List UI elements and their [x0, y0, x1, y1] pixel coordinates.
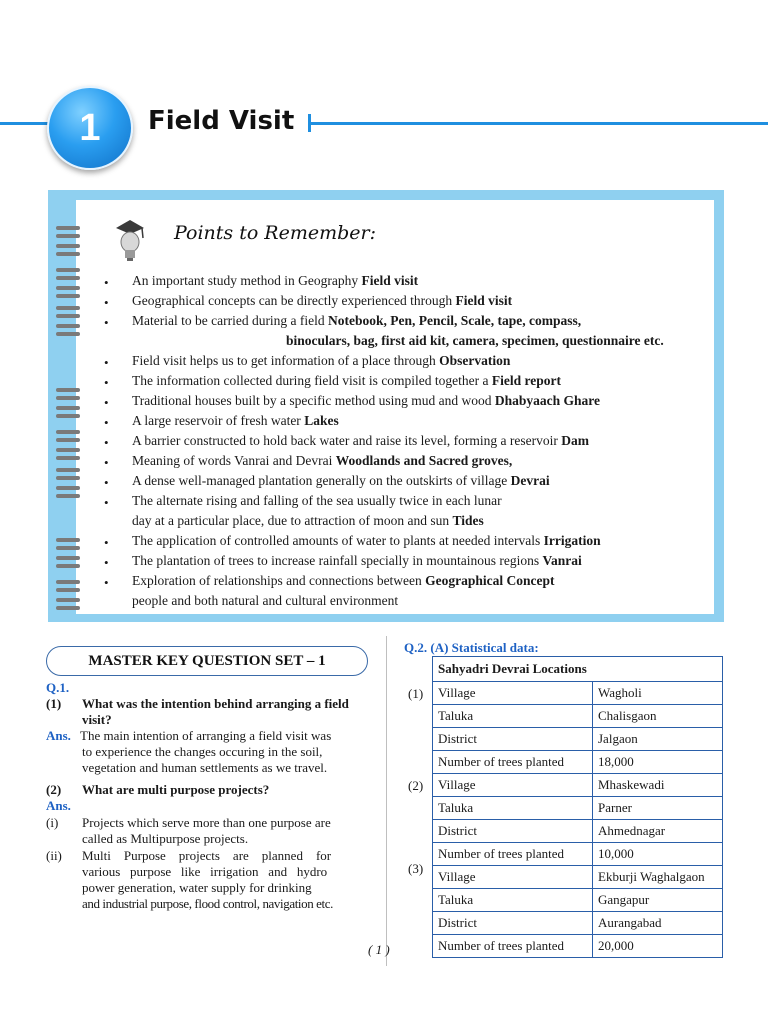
point-item: The plantation of trees to increase rainfall specially in mountainous regions Vanrai: [132, 553, 582, 568]
row-key: District: [433, 912, 593, 935]
point-item-continuation: day at a particular place, due to attraction of moon and sun Tides: [132, 513, 484, 528]
row-value: 20,000: [593, 935, 723, 958]
ans2-i-line: called as Multipurpose projects.: [82, 831, 249, 846]
point-item: The application of controlled amounts of water to plants at needed intervals Irrigation: [132, 533, 601, 548]
ans2-ii-line: and industrial purpose, flood control, navigation etc.: [82, 896, 333, 911]
spiral-ring-icon: [56, 226, 84, 240]
row-value: Mhaskewadi: [593, 774, 723, 797]
table-row: [433, 774, 723, 797]
q1-1-number: (1): [46, 696, 62, 711]
point-item-continuation: people and both natural and cultural environment: [132, 593, 399, 608]
lightbulb-icon: [112, 214, 148, 264]
q1-2-number: (2): [46, 782, 62, 797]
spiral-ring-icon: [56, 448, 84, 462]
ans2-ii-number: (ii): [46, 848, 62, 863]
column-divider: [386, 636, 387, 966]
table-row: [433, 797, 723, 820]
bullet-icon: •: [104, 355, 109, 370]
table-row: [433, 751, 723, 774]
row-value: Gangapur: [593, 889, 723, 912]
chapter-number: 1: [79, 106, 101, 149]
row-value: Ekburji Waghalgaon: [593, 866, 723, 889]
row-value: 18,000: [593, 751, 723, 774]
group-number: (2): [408, 778, 424, 793]
devrai-table: [432, 656, 723, 958]
row-key: District: [433, 820, 593, 843]
table-row: [433, 728, 723, 751]
point-item-continuation: binoculars, bag, first aid kit, camera, specimen, questionnaire etc.: [286, 333, 664, 348]
bullet-icon: •: [104, 275, 109, 290]
point-item: An important study method in Geography Field visit: [132, 273, 419, 288]
row-key: Number of trees planted: [433, 935, 593, 958]
group-number: (1): [408, 686, 424, 701]
table-row: [433, 889, 723, 912]
q1-1-question-cont: visit?: [82, 712, 112, 727]
spiral-ring-icon: [56, 268, 84, 282]
row-key: Number of trees planted: [433, 751, 593, 774]
point-item: Traditional houses built by a specific method using mud and wood Dhabyaach Ghare: [132, 393, 600, 408]
table-row: [433, 843, 723, 866]
spiral-ring-icon: [56, 406, 84, 420]
spiral-ring-icon: [56, 388, 84, 402]
bullet-icon: •: [104, 575, 109, 590]
row-value: Chalisgaon: [593, 705, 723, 728]
ans1-line: The main intention of arranging a field visit was: [80, 728, 332, 743]
row-key: District: [433, 728, 593, 751]
ans2-ii-line: various purpose like irrigation and hydro: [82, 864, 328, 879]
bullet-icon: •: [104, 375, 109, 390]
q2-label: Q.2. (A) Statistical data:: [404, 640, 539, 655]
point-item: A barrier constructed to hold back water and raise its level, forming a reservoir Dam: [132, 433, 589, 448]
bullet-icon: •: [104, 315, 109, 330]
ans1-line: vegetation and human settlements as we travel.: [82, 760, 328, 775]
ans1-line: to experience the changes occuring in the soil,: [82, 744, 323, 759]
master-key-title: MASTER KEY QUESTION SET – 1: [46, 646, 368, 676]
point-item: The information collected during field visit is compiled together a Field report: [132, 373, 562, 388]
q1-label: Q.1.: [46, 680, 70, 695]
row-key: Number of trees planted: [433, 843, 593, 866]
row-value: Jalgaon: [593, 728, 723, 751]
row-key: Village: [433, 774, 593, 797]
ans2-ii-line: power generation, water supply for drinking: [82, 880, 312, 895]
ans2-i-line: Projects which serve more than one purpose are: [82, 815, 331, 830]
spiral-ring-icon: [56, 486, 84, 500]
spiral-ring-icon: [56, 430, 84, 444]
group-number: (3): [408, 861, 424, 876]
bullet-icon: •: [104, 395, 109, 410]
ans2-ii-line: Multi Purpose projects are planned for: [82, 848, 332, 863]
spiral-ring-icon: [56, 324, 84, 338]
table-row: [433, 912, 723, 935]
ans2-label: Ans.: [46, 798, 71, 813]
table-row: [433, 866, 723, 889]
spiral-ring-icon: [56, 538, 84, 552]
spiral-ring-icon: [56, 244, 84, 258]
q1-2-question: What are multi purpose projects?: [82, 782, 270, 797]
page-number: ( 1 ): [368, 942, 390, 957]
point-item: Meaning of words Vanrai and Devrai Woodlands and Sacred groves,: [132, 453, 513, 468]
table-row: [433, 705, 723, 728]
q1-1-question: What was the intention behind arranging a field: [82, 696, 349, 711]
spiral-ring-icon: [56, 598, 84, 612]
row-value: Wagholi: [593, 682, 723, 705]
row-value: 10,000: [593, 843, 723, 866]
spiral-ring-icon: [56, 580, 84, 594]
bullet-icon: •: [104, 435, 109, 450]
table-row: [433, 935, 723, 958]
table-title: Sahyadri Devrai Locations: [433, 657, 723, 682]
spiral-ring-icon: [56, 468, 84, 482]
table-row: [433, 682, 723, 705]
table-row: [433, 820, 723, 843]
chapter-title: Field Visit: [148, 106, 295, 136]
row-value: Ahmednagar: [593, 820, 723, 843]
bullet-icon: •: [104, 415, 109, 430]
bullet-icon: •: [104, 295, 109, 310]
bullet-icon: •: [104, 495, 109, 510]
row-key: Taluka: [433, 889, 593, 912]
point-item: Field visit helps us to get information of a place through Observation: [132, 353, 511, 368]
point-item: Geographical concepts can be directly experienced through Field visit: [132, 293, 513, 308]
bullet-icon: •: [104, 535, 109, 550]
point-item: Material to be carried during a field Notebook, Pen, Pencil, Scale, tape, compass,: [132, 313, 582, 328]
spiral-ring-icon: [56, 556, 84, 570]
point-item: A dense well-managed plantation generally on the outskirts of village Devrai: [132, 473, 550, 488]
row-key: Taluka: [433, 797, 593, 820]
row-value: Parner: [593, 797, 723, 820]
point-item: The alternate rising and falling of the sea usually twice in each lunar: [132, 493, 502, 508]
row-key: Village: [433, 866, 593, 889]
ans-label: Ans.: [46, 728, 71, 743]
header-rule-left: [0, 122, 52, 125]
bullet-icon: •: [104, 555, 109, 570]
spiral-ring-icon: [56, 306, 84, 320]
ans2-i-number: (i): [46, 815, 59, 830]
points-heading: Points to Remember:: [174, 222, 377, 244]
header-rule-tick: [308, 114, 311, 132]
table-header-row: [433, 657, 723, 682]
point-item: Exploration of relationships and connections between Geographical Concept: [132, 573, 555, 588]
bullet-icon: •: [104, 455, 109, 470]
spiral-ring-icon: [56, 286, 84, 300]
row-key: Village: [433, 682, 593, 705]
bullet-icon: •: [104, 475, 109, 490]
point-item: A large reservoir of fresh water Lakes: [132, 413, 339, 428]
header-rule-right: [308, 122, 768, 125]
row-value: Aurangabad: [593, 912, 723, 935]
row-key: Taluka: [433, 705, 593, 728]
